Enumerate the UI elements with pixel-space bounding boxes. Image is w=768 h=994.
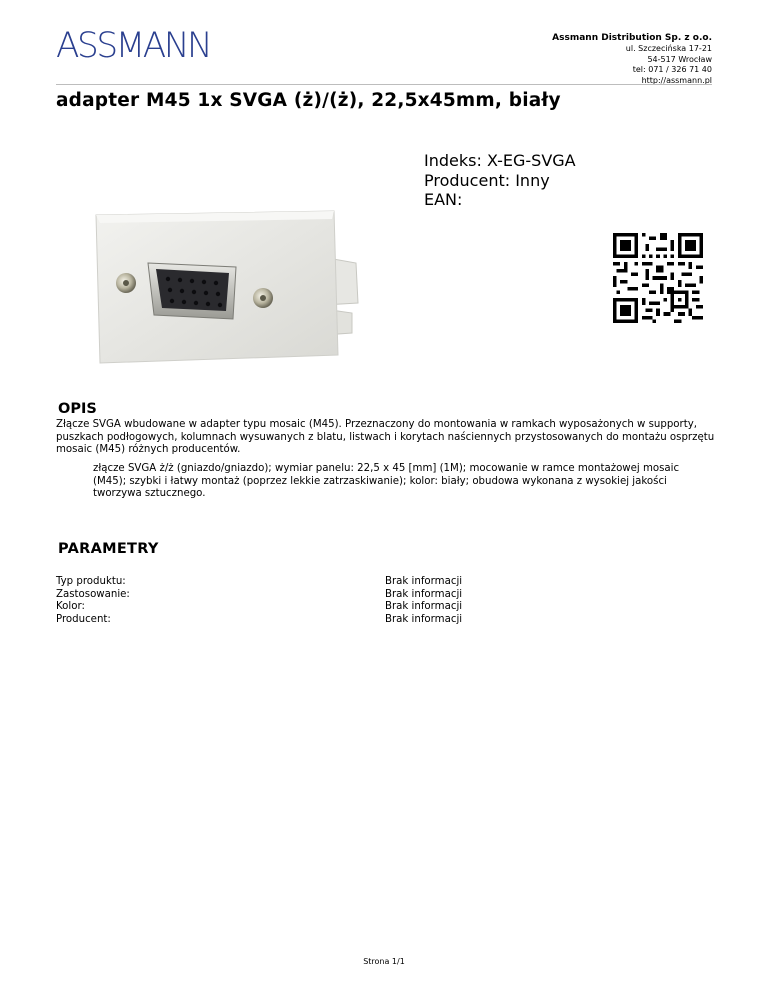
parameters-heading: PARAMETRY (58, 541, 159, 557)
param-value: Brak informacji (385, 613, 463, 625)
param-value: Brak informacji (385, 576, 463, 587)
phone: tel: 071 / 326 71 40 (632, 65, 712, 74)
product-index: Indeks: X-EG-SVGA (424, 151, 576, 170)
qr-code (610, 233, 706, 323)
product-meta (424, 151, 576, 210)
header-divider (56, 84, 712, 85)
parameter-labels (56, 576, 130, 626)
address-city: 54-517 Wrocław (647, 54, 712, 64)
parameter-values (385, 576, 462, 626)
param-value: Brak informacji (385, 588, 463, 600)
param-label: Typ produktu: (56, 576, 126, 587)
description-text: Złącze SVGA wbudowane w adapter typu mosaic (M45). Przeznaczony do montowania w ramkach wyposażonych w supporty, puszkach podłogowych, kolumnach wysuwanych z blatu, listwach i korytach naściennych przystosowanych do montażu osprzętu mosaic (M45) różnych producentów. (56, 419, 715, 455)
company-info (552, 32, 712, 86)
product-image (86, 205, 376, 365)
assmann-logo: ASSMANN (56, 26, 211, 66)
product-producer: Producent: Inny (424, 170, 550, 190)
features-text: złącze SVGA ż/ż (gniazdo/gniazdo); wymiar panelu: 22,5 x 45 [mm] (1M); mocowanie w ramce montażowej mosaic (M45); szybki i łatwy montaż (poprzez lekkie zatrzaskiwanie); kolor: biały; obudowa wykonana z wysokiej jakości tworzywa sztucznego. (93, 463, 680, 499)
description-heading: OPIS (58, 401, 97, 417)
company-name: Assmann Distribution Sp. z o.o. (552, 33, 712, 43)
param-label: Kolor: (56, 601, 85, 612)
website-link[interactable]: http://assmann.pl (641, 75, 712, 85)
product-title: adapter M45 1x SVGA (ż)/(ż), 22,5x45mm, biały (56, 90, 561, 111)
page-number: Strona 1/1 (363, 957, 405, 966)
param-value: Brak informacji (385, 601, 463, 612)
param-label: Producent: (56, 613, 111, 625)
param-label: Zastosowanie: (56, 588, 130, 600)
product-ean: EAN: (424, 190, 463, 209)
address-street: ul. Szczecińska 17-21 (625, 44, 712, 53)
